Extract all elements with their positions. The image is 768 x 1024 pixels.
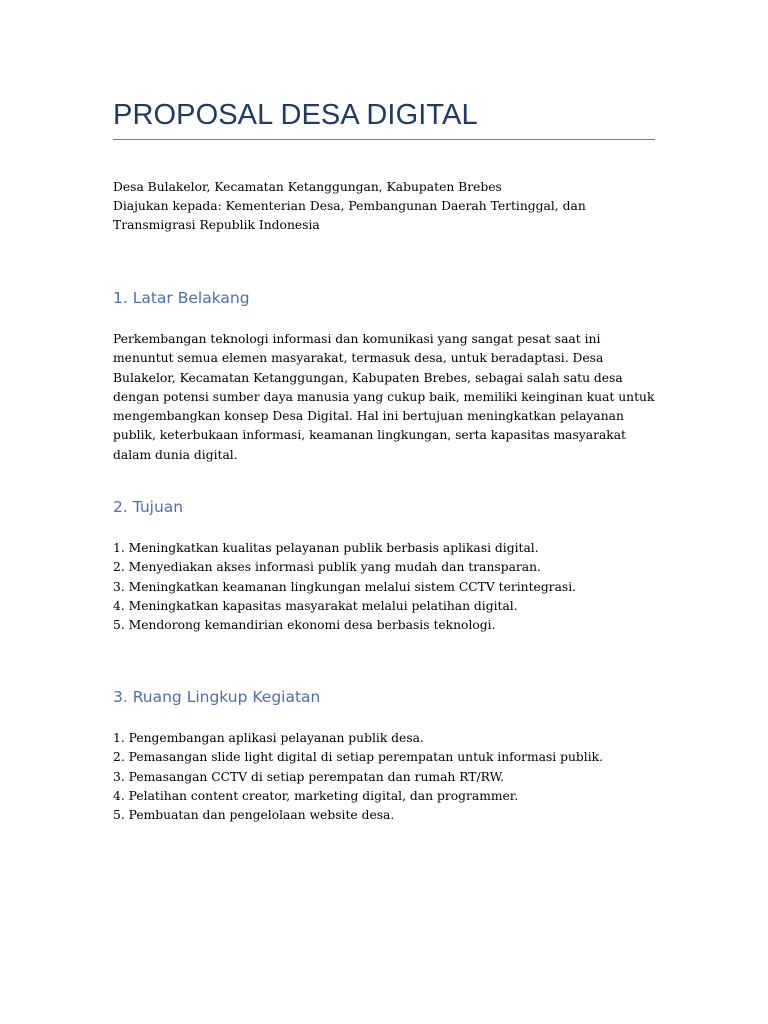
list-item: 4. Pelatihan content creator, marketing digital, dan programmer.	[113, 788, 519, 803]
meta-submitted-to: Diajukan kepada: Kementerian Desa, Pembangunan Daerah Tertinggal, dan Transmigrasi Republik Indonesia	[113, 199, 586, 233]
list-item: 2. Pemasangan slide light digital di setiap perempatan untuk informasi publik.	[113, 750, 604, 765]
list-tujuan	[113, 539, 655, 635]
section-heading-ruang-lingkup: 3. Ruang Lingkup Kegiatan	[113, 688, 321, 706]
list-item: 1. Pengembangan aplikasi pelayanan publik desa.	[113, 731, 424, 745]
meta-location: Desa Bulakelor, Kecamatan Ketanggungan, Kabupaten Brebes	[113, 180, 502, 194]
section-heading-latar-belakang: 1. Latar Belakang	[113, 289, 250, 307]
list-item: 2. Menyediakan akses informasi publik yang mudah dan transparan.	[113, 560, 541, 575]
section-paragraph-latar-belakang: Perkembangan teknologi informasi dan komunikasi yang sangat pesat saat ini menuntut semua elemen masyarakat, termasuk desa, untuk beradaptasi. Desa Bulakelor, Kecamatan Ketanggungan, Kabupaten Brebes, sebagai salah satu desa dengan potensi sumber daya manusia yang cukup baik, memiliki keinginan kuat untuk mengembangkan konsep Desa Digital. Hal ini bertujuan meningkatkan pelayanan publik, keterbukaan informasi, keamanan lingkungan, serta kapasitas masyarakat dalam dunia digital.	[113, 332, 655, 462]
list-item: 4. Meningkatkan kapasitas masyarakat melalui pelatihan digital.	[113, 598, 518, 613]
title-underline	[113, 139, 655, 140]
list-item: 5. Pembuatan dan pengelolaan website desa.	[113, 808, 395, 823]
list-item: 3. Pemasangan CCTV di setiap perempatan dan rumah RT/RW.	[113, 769, 505, 784]
list-item: 5. Mendorong kemandirian ekonomi desa berbasis teknologi.	[113, 618, 496, 633]
list-ruang-lingkup	[113, 729, 655, 825]
document-title: PROPOSAL DESA DIGITAL	[113, 99, 478, 131]
list-item: 3. Meningkatkan keamanan lingkungan melalui sistem CCTV terintegrasi.	[113, 579, 577, 594]
section-heading-tujuan: 2. Tujuan	[113, 498, 184, 516]
document-meta	[113, 178, 655, 236]
list-item: 1. Meningkatkan kualitas pelayanan publik berbasis aplikasi digital.	[113, 541, 539, 555]
